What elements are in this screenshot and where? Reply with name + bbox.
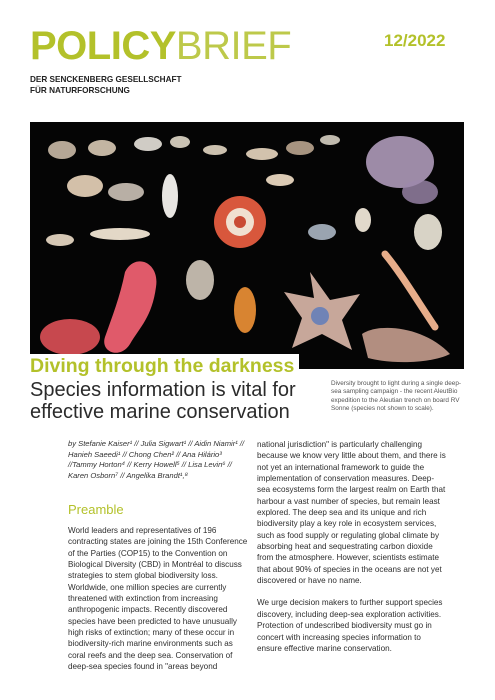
species-illustration [30,122,464,369]
policy-brief-logo [30,26,291,66]
headline-subtitle: Species information is vital for effective marine conservation [30,379,296,423]
species-photo-collage [30,122,464,369]
brand-strong: POLICY [30,24,176,68]
org-line-1: DER SENCKENBERG GESELLSCHAFT [30,75,182,84]
organization-name [30,74,181,96]
section-title-preamble: Preamble [68,502,124,517]
photo-caption: Diversity brought to light during a single deep-sea sampling campaign - the recent AleutBio expedition to the Aleutian trench on board RV Sonne (species not shown to scale). [331,380,462,413]
org-line-2: FÜR NATURFORSCHUNG [30,86,130,95]
body-paragraph: We urge decision makers to further support species discovery, including deep-sea exploration activities. Protection of undescribed biodiversity must go in concert with increasing species information to ensure effective marine conservation. [257,598,443,653]
masthead [30,26,291,66]
headline [30,354,330,423]
author-list: by Stefanie Kaiser¹ // Julia Sigwart¹ // Aidin Niamir¹ // Hanieh Saeedi¹ // Chong Chen² // Ana Hilário³ //Tammy Horton⁴ // Kerry Howell⁵ // Lisa Levin⁶ // Karen Osborn⁷ // Angelika Brandt¹,⁸ [68,439,245,480]
brand-light: BRIEF [175,24,292,68]
body-paragraph: national jurisdiction" is particularly challenging because we know very little about them, and there is not yet an international framework to guide the implementation of conservation measures. Deep-sea ecosystems form the largest realm on Earth that harbour a vast number of species, but remain least explored. The deep sea and its unique and rich biodiversity play a key role in ecosystem services, such as food supply or regulating global climate by absorbing heat and sequestrating carbon dioxide from the atmosphere. However, scientists estimate that about 90% of species in the oceans are not yet discovered or have no name. [257,440,446,586]
headline-kicker: Diving through the darkness [28,354,299,378]
body-paragraph: World leaders and representatives of 196 contracting states are joining the 15th Conference of the Parties (COP15) to the Convention on Biological Diversity (CBD) in Montréal to discuss strategies to stem global biodiversity loss. Worldwide, one million species are currently threatened with extinction from increasing anthropogenic impacts. Recently discovered species have been predicted to have unusually high risks of extinction; many of these occur in biodiversity-rich marine environments such as coral reefs and the deep sea. Conservation of deep-sea species found in "areas beyond [68,526,248,672]
body-column-right [257,439,447,665]
issue-number: 12/2022 [384,31,446,50]
body-column-left [68,525,250,683]
